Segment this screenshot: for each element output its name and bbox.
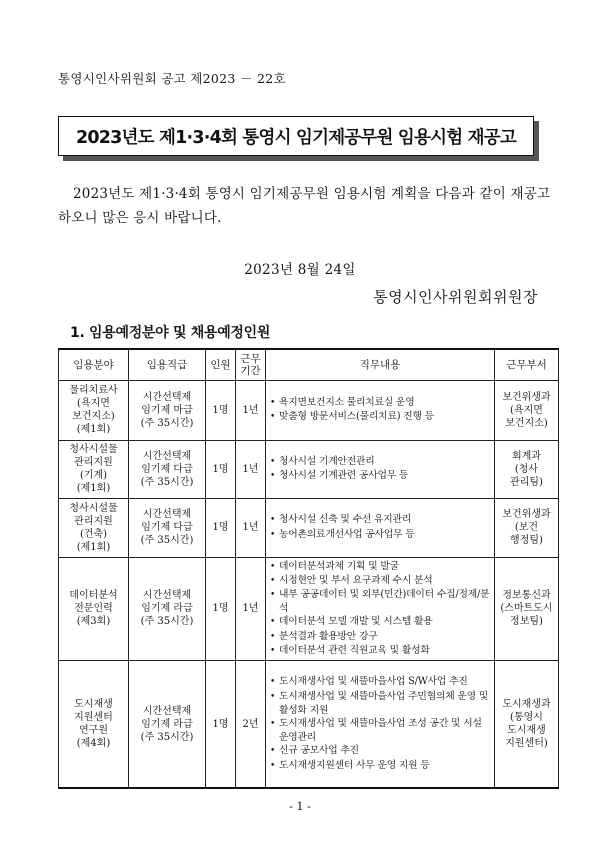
table-row [59, 380, 559, 440]
cell-duties [266, 498, 495, 557]
duty-item: • 시정현안 및 부서 요구과제 수시 분석 [270, 574, 491, 588]
duty-item: • 도시재생사업 및 새뜰마을사업 주민협의체 운영 및 활성화 지원 [270, 690, 491, 717]
notice-date: 2023년 8월 24일 [244, 262, 356, 278]
cell-duties [266, 440, 495, 498]
duty-item: • 데이터분석 관련 직원교육 및 활성화 [270, 644, 491, 658]
duty-item: • 청사시설 기계관련 공사업무 등 [270, 469, 491, 483]
cell-dept: 보건위생과 (욕지면 보건지소) [495, 380, 559, 440]
table-row [59, 557, 559, 660]
section-heading: 1. 임용예정분야 및 채용예정인원 [70, 325, 271, 341]
cell-grade: 시간선택제 임기제 다급 (주 35시간) [129, 498, 206, 557]
intro-paragraph: 2023년도 제1·3·4회 통영시 임기제공무원 임용시험 계획을 다음과 같이 재공고하오니 많은 응시 바랍니다. [58, 186, 551, 226]
notice-number: 통영시인사위원회 공고 제2023 － 22호 [58, 71, 286, 86]
cell-period: 2년 [236, 660, 266, 788]
cell-grade: 시간선택제 임기제 라급 (주 35시간) [129, 660, 206, 788]
cell-duties [266, 380, 495, 440]
recruitment-table [58, 348, 559, 789]
cell-field: 도시재생 지원센터 연구원 (제4회) [59, 660, 129, 788]
cell-dept: 회계과 (청사 관리팀) [495, 440, 559, 498]
cell-count: 1명 [206, 660, 236, 788]
duty-item: • 청사시설 기계안전관리 [270, 455, 491, 469]
header-period: 근무 기간 [236, 349, 266, 380]
cell-count: 1명 [206, 498, 236, 557]
cell-field: 물리치료사 (욕지면 보건지소) (제1회) [59, 380, 129, 440]
cell-grade: 시간선택제 임기제 다급 (주 35시간) [129, 440, 206, 498]
duty-item: • 도시재생사업 및 새뜰마을사업 조성 공간 및 시설 운영관리 [270, 717, 491, 744]
duty-item: • 도시재생사업 및 새뜰마을사업 S/W사업 추진 [270, 675, 491, 689]
signature: 통영시인사위원회위원장 [373, 288, 538, 306]
title-box [58, 116, 534, 156]
cell-duties [266, 557, 495, 660]
cell-count: 1명 [206, 380, 236, 440]
cell-field: 청사시설물 관리지원 (건축) (제1회) [59, 498, 129, 557]
cell-dept: 정보통신과 (스마트도시 정보팀) [495, 557, 559, 660]
duty-item: • 분석결과 활용방안 강구 [270, 630, 491, 644]
duty-item: • 내부 공공데이터 및 외부(민간)데이터 수집/정제/분석 [270, 588, 491, 615]
page-title: 2023년도 제1·3·4회 통영시 임기제공무원 임용시험 재공고 [76, 127, 516, 148]
cell-period: 1년 [236, 440, 266, 498]
table-header-row [59, 349, 559, 380]
header-field: 임용분야 [59, 349, 129, 380]
table-row [59, 660, 559, 788]
cell-period: 1년 [236, 498, 266, 557]
table-row [59, 498, 559, 557]
cell-duties [266, 660, 495, 788]
cell-grade: 시간선택제 임기제 마급 (주 35시간) [129, 380, 206, 440]
header-duties: 직무내용 [266, 349, 495, 380]
header-grade: 임용직급 [129, 349, 206, 380]
duty-item: • 도시재생지원센터 사무 운영 지원 등 [270, 759, 491, 773]
duty-item: • 맞춤형 방문서비스(물리치료) 진행 등 [270, 410, 491, 424]
duty-item: • 청사시설 신축 및 수선 유지관리 [270, 513, 491, 527]
cell-field: 청사시설물 관리지원 (기계) (제1회) [59, 440, 129, 498]
duty-item: • 신규 공모사업 추진 [270, 744, 491, 758]
cell-field: 데이터분석 전문인력 (제3회) [59, 557, 129, 660]
cell-dept: 도시재생과 (통영시 도시재생 지원센터) [495, 660, 559, 788]
duty-item: • 욕지면보건지소 물리치료실 운영 [270, 396, 491, 410]
page-number: - 1 - [289, 800, 311, 813]
cell-grade: 시간선택제 임기제 라급 (주 35시간) [129, 557, 206, 660]
cell-dept: 보건위생과 (보건 행정팀) [495, 498, 559, 557]
duty-item: • 농어촌의료개선사업 공사업무 등 [270, 528, 491, 542]
cell-period: 1년 [236, 557, 266, 660]
cell-count: 1명 [206, 557, 236, 660]
cell-period: 1년 [236, 380, 266, 440]
duty-item: • 데이터분석과제 기획 및 발굴 [270, 560, 491, 574]
duty-item: • 데이터분석 모델 개발 및 시스템 활용 [270, 615, 491, 629]
header-count: 인원 [206, 349, 236, 380]
header-dept: 근무부서 [495, 349, 559, 380]
table-row [59, 440, 559, 498]
cell-count: 1명 [206, 440, 236, 498]
